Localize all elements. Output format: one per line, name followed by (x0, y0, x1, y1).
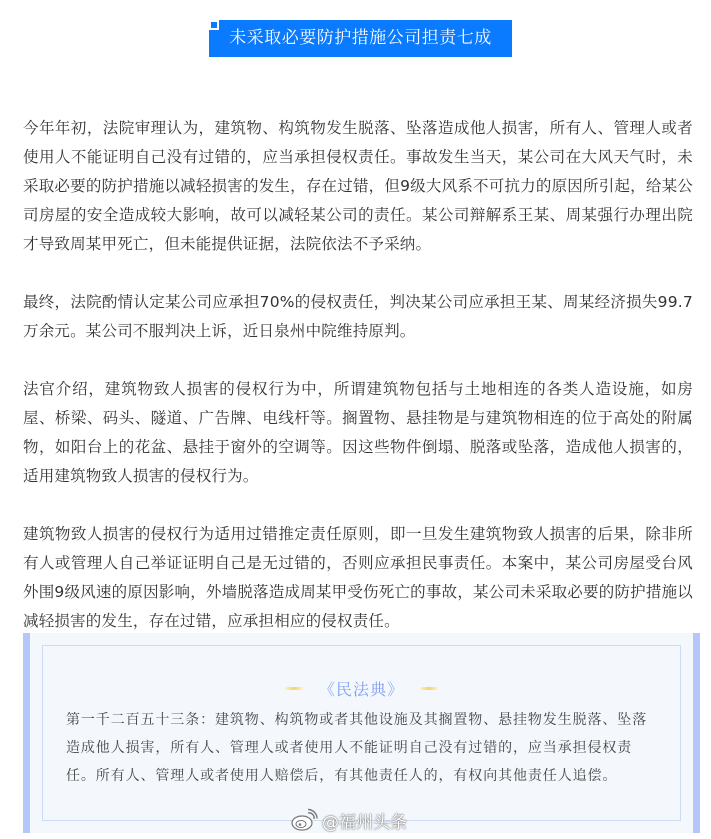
paragraph-liability-principle: 建筑物致人损害的侵权行为适用过错推定责任原则，即一旦发生建筑物致人损害的后果，除非所有人或管理人自己举证证明自己是无过错的，否则应承担民事责任。本案中，某公司房屋受台风外围9级风速的原因影响，外墙脱落造成周某甲受伤死亡的事故，某公司未采取必要的防护措施以减轻损害的发生，存在过错，应承担相应的侵权责任。 (23, 525, 693, 630)
quote-article-text: 第一千二百五十三条：建筑物、构筑物或者其他设施及其搁置物、悬挂物发生脱落、坠落造成他人损害，所有人、管理人或者使用人不能证明自己没有过错的，应当承担侵权责任。所有人、管理人或者使用人赔偿后，有其他责任人的，有权向其他责任人追偿。 (66, 712, 648, 784)
civil-code-quote-box (23, 633, 700, 833)
decorative-dash-left (285, 687, 303, 690)
watermark (290, 806, 407, 834)
quote-inner-frame (42, 645, 681, 821)
article-title-banner (209, 20, 512, 57)
watermark-text: @福州头条 (322, 812, 407, 833)
paragraph-court-reasoning: 今年年初，法院审理认为，建筑物、构筑物发生脱落、坠落造成他人损害，所有人、管理人或者使用人不能证明自己没有过错的，应当承担侵权责任。事故发生当天，某公司在大风天气时，未采取必要的防护措施以减轻损害的发生，存在过错，但9级大风系不可抗力的原因所引起，给某公司房屋的安全造成较大影响，故可以减轻某公司的责任。某公司辩解系王某、周某强行办理出院才导致周某甲死亡，但未能提供证据，法院依法不予采纳。 (23, 119, 693, 253)
article-body (23, 114, 693, 665)
weibo-icon (290, 808, 318, 832)
article-title: 未采取必要防护措施公司担责七成 (229, 28, 492, 48)
quote-heading (43, 676, 680, 700)
quote-title: 《民法典》 (318, 679, 404, 699)
paragraph-judge-explanation: 法官介绍，建筑物致人损害的侵权行为中，所谓建筑物包括与土地相连的各类人造设施，如房屋、桥梁、码头、隧道、广告牌、电线杆等。搁置物、悬挂物是与建筑物相连的位于高处的附属物，如阳台上的花盆、悬挂于窗外的空调等。因这些物件倒塌、脱落或坠落，造成他人损害的，适用建筑物致人损害的侵权行为。 (23, 380, 693, 485)
paragraph-verdict: 最终，法院酌情认定某公司应承担70%的侵权责任，判决某公司应承担王某、周某经济损失99.7万余元。某公司不服判决上诉，近日泉州中院维持原判。 (23, 293, 693, 340)
decorative-dash-right (420, 687, 438, 690)
